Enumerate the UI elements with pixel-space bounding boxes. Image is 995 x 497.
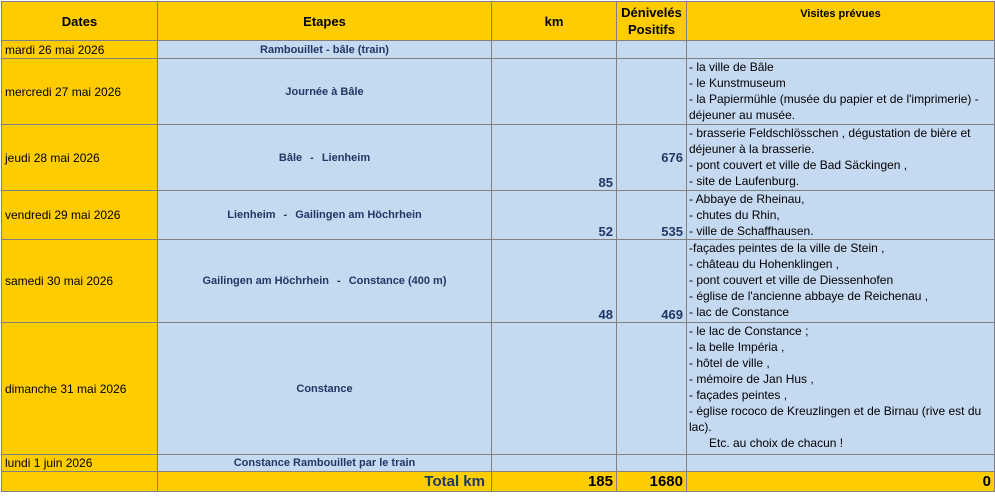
visites-cell[interactable] xyxy=(687,125,995,191)
visite-item: - lac de Constance xyxy=(689,305,790,319)
visite-item: - la belle Impéria , xyxy=(689,340,785,354)
etape-to: Gailingen am Höchrhein xyxy=(295,209,422,221)
visite-item: - église de l'ancienne abbaye de Reichenau , xyxy=(689,289,929,303)
visites-cell[interactable] xyxy=(687,455,995,472)
visites-cell[interactable] xyxy=(687,240,995,323)
total-deniv[interactable]: 1680 xyxy=(617,472,687,492)
date-cell[interactable]: mercredi 27 mai 2026 xyxy=(2,59,158,125)
total-visites[interactable]: 0 xyxy=(687,472,995,492)
deniv-cell[interactable]: 469 xyxy=(617,240,687,323)
header-km[interactable]: km xyxy=(492,2,617,41)
deniv-cell[interactable] xyxy=(617,41,687,59)
km-cell[interactable] xyxy=(492,455,617,472)
table-row xyxy=(2,191,995,240)
visite-item: - château du Hohenklingen , xyxy=(689,257,840,271)
deniv-cell[interactable]: 676 xyxy=(617,125,687,191)
date-cell[interactable]: dimanche 31 mai 2026 xyxy=(2,323,158,455)
visite-item: - église rococo de Kreuzlingen et de Birnau (rive est du lac). xyxy=(689,404,982,434)
km-cell[interactable] xyxy=(492,41,617,59)
visite-item: déjeuner au musée. xyxy=(689,108,796,122)
table-row xyxy=(2,41,995,59)
visite-item: - le lac de Constance ; xyxy=(689,324,809,338)
table-row xyxy=(2,323,995,455)
visite-item: - Abbaye de Rheinau, xyxy=(689,192,805,206)
total-km[interactable]: 185 xyxy=(492,472,617,492)
etape-to: Lienheim xyxy=(321,151,371,164)
deniv-cell[interactable] xyxy=(617,59,687,125)
visite-item: - site de Laufenburg. xyxy=(689,174,800,188)
header-denivelés[interactable] xyxy=(617,2,687,41)
visite-item: - hôtel de ville , xyxy=(689,356,770,370)
header-visites[interactable]: Visites prévues xyxy=(687,2,995,41)
visite-item: - façades peintes , xyxy=(689,388,788,402)
etape-from: Gailingen am Höchrhein xyxy=(202,275,330,287)
visite-item: -façades peintes de la ville de Stein , xyxy=(689,241,885,255)
total-row xyxy=(2,472,995,492)
total-blank-cell[interactable] xyxy=(2,472,158,492)
date-cell[interactable]: jeudi 28 mai 2026 xyxy=(2,125,158,191)
km-cell[interactable]: 52 xyxy=(492,191,617,240)
etape-cell[interactable]: Rambouillet - bâle (train) xyxy=(158,41,492,59)
header-denivelés-line1: Dénivelés xyxy=(621,5,682,20)
etape-separator: - xyxy=(283,209,288,221)
visites-cell[interactable] xyxy=(687,323,995,455)
etape-cell[interactable] xyxy=(158,240,492,323)
etape-from: Lienheim xyxy=(227,209,276,221)
visites-cell[interactable] xyxy=(687,41,995,59)
visite-item: - la Papiermühle (musée du papier et de l'imprimerie) - xyxy=(689,92,979,106)
date-cell[interactable]: samedi 30 mai 2026 xyxy=(2,240,158,323)
visite-item: - pont couvert et ville de Diessenhofen xyxy=(689,273,894,287)
visites-cell[interactable] xyxy=(687,59,995,125)
table-row xyxy=(2,125,995,191)
etape-cell[interactable] xyxy=(158,125,492,191)
visite-item: - ville de Schaffhausen. xyxy=(689,224,814,238)
deniv-cell[interactable]: 535 xyxy=(617,191,687,240)
etape-separator: - xyxy=(310,151,314,164)
etape-separator: - xyxy=(337,275,341,287)
itinerary-table xyxy=(1,1,995,492)
header-denivelés-line2: Positifs xyxy=(628,22,675,37)
etape-cell[interactable]: Journée à Bâle xyxy=(158,59,492,125)
km-cell[interactable] xyxy=(492,59,617,125)
visite-item: - la ville de Bâle xyxy=(689,60,774,74)
date-cell[interactable]: vendredi 29 mai 2026 xyxy=(2,191,158,240)
header-dates[interactable]: Dates xyxy=(2,2,158,41)
etape-to: Constance (400 m) xyxy=(348,275,447,287)
visite-item: - pont couvert et ville de Bad Säckingen , xyxy=(689,158,908,172)
km-cell[interactable] xyxy=(492,323,617,455)
visite-item: - brasserie Feldschlösschen , dégustation de bière et déjeuner à la brasserie. xyxy=(689,126,971,156)
etape-cell[interactable]: Constance Rambouillet par le train xyxy=(158,455,492,472)
date-cell[interactable]: mardi 26 mai 2026 xyxy=(2,41,158,59)
table-row xyxy=(2,455,995,472)
km-cell[interactable]: 85 xyxy=(492,125,617,191)
table-row xyxy=(2,59,995,125)
deniv-cell[interactable] xyxy=(617,455,687,472)
date-cell[interactable]: lundi 1 juin 2026 xyxy=(2,455,158,472)
header-etapes[interactable]: Etapes xyxy=(158,2,492,41)
visite-item: - mémoire de Jan Hus , xyxy=(689,372,814,386)
etape-cell[interactable] xyxy=(158,191,492,240)
deniv-cell[interactable] xyxy=(617,323,687,455)
table-row xyxy=(2,240,995,323)
visite-item: - chutes du Rhin, xyxy=(689,208,780,222)
etape-cell[interactable]: Constance xyxy=(158,323,492,455)
total-label[interactable]: Total km xyxy=(158,472,492,492)
visite-item: - le Kunstmuseum xyxy=(689,76,786,90)
visite-item: Etc. au choix de chacun ! xyxy=(689,436,844,450)
header-row xyxy=(2,2,995,41)
km-cell[interactable]: 48 xyxy=(492,240,617,323)
visites-cell[interactable] xyxy=(687,191,995,240)
etape-from: Bâle xyxy=(278,151,303,164)
